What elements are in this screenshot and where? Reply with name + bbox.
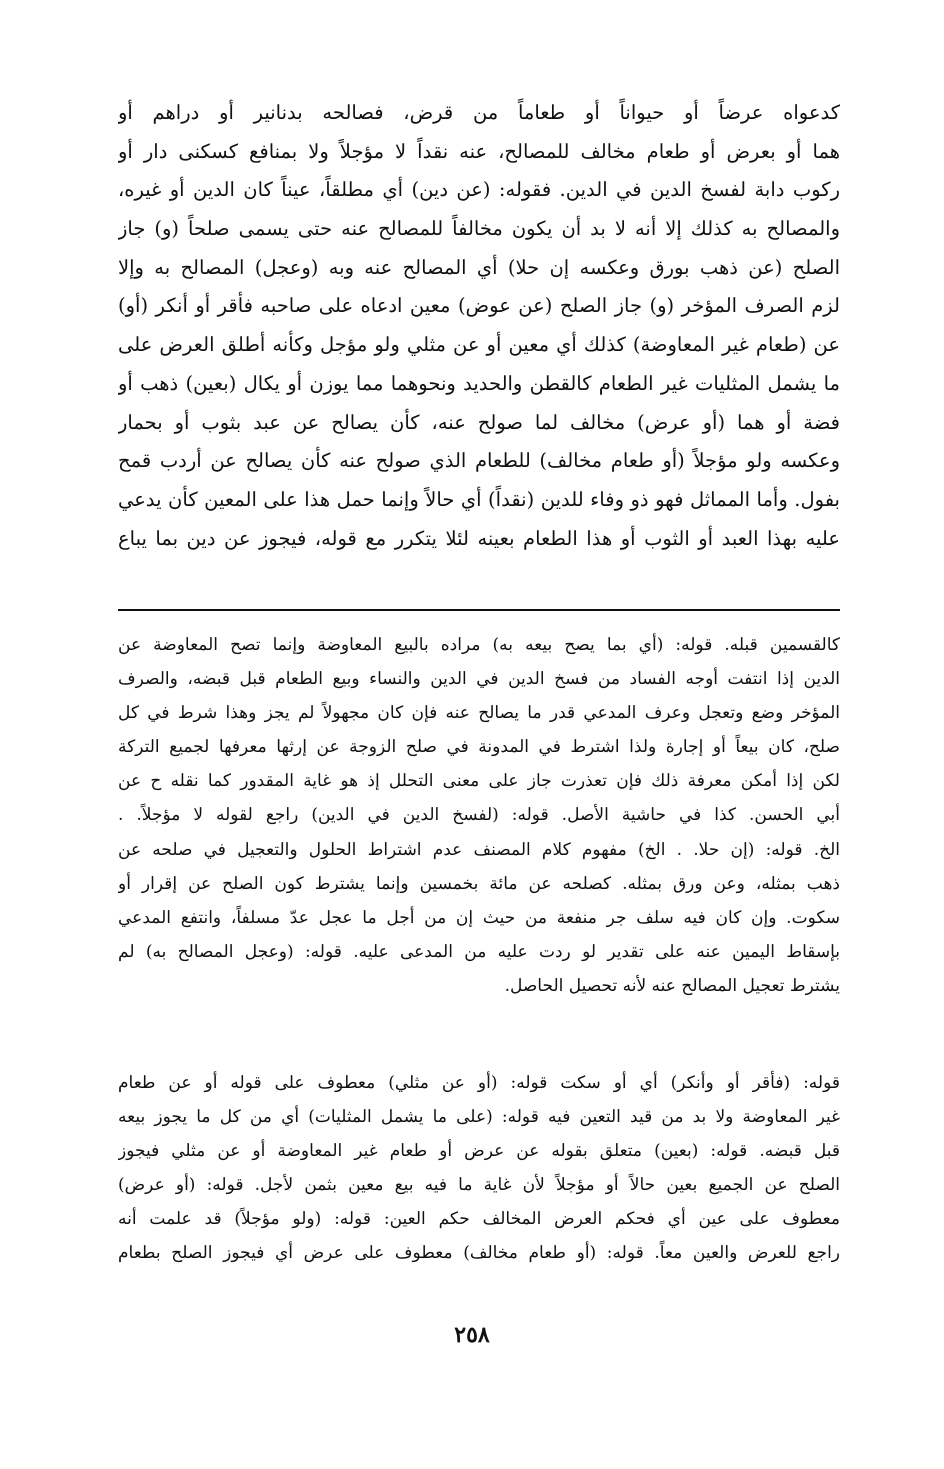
footnote-line: صلح، كان بيعاً أو إجارة ولذا اشترط في المدونة في صلح الزوجة عن إرثها معرفها لجميع التركة [118, 737, 840, 758]
footnote-line: قوله: (فأقر أو وأنكر) أي أو سكت قوله: (أو عن مثلي) معطوف على قوله أو عن طعام [118, 1073, 840, 1093]
footnote-line: يشترط تعجيل المصالح عنه لأنه تحصيل الحاصل. [504, 975, 840, 996]
text-line: كدعواه عرضاً أو حيواناً أو طعاماً من قرض، فصالحه بدنانير أو دراهم أو [118, 101, 840, 124]
footnote-line: الصلح عن الجميع بعين حالاً أو مؤجلاً لأن غاية ما فيه بيع معين بثمن لأجل. قوله: (أو عرض) [118, 1175, 840, 1196]
footnote-line: بإسقاط اليمين عنه على تقدير لو ردت عليه من المدعى عليه. قوله: (وعجل المصالح به) لم [118, 941, 840, 962]
text-line: الصلح (عن ذهب بورق وعكسه إن حلا) أي المصالح عنه وبه (وعجل) المصالح به وإلا [118, 255, 840, 279]
text-line: عن (طعام غير المعاوضة) كذلك أي معين أو عن مثلي ولو مؤجل وكأنه أطلق العرض على [118, 333, 840, 357]
footnote-line: ذهب بمثله، وعن ورق بمثله. كصلحه عن مائة بخمسين وإنما يشترط كون الصلح عن إقرار أو [118, 873, 840, 894]
text-line: ما يشمل المثليات غير الطعام كالقطن والحديد ونحوهما مما يوزن أو يكال (بعين) ذهب أو [118, 371, 840, 395]
footnote-divider [118, 609, 840, 611]
text-line: عليه بهذا العبد أو الثوب أو هذا الطعام بعينه لئلا يتكرر مع قوله، فيجوز عن دين بما يباع [118, 526, 840, 550]
text-line: فضة أو هما (أو عرض) مخالف لما صولح عنه، كأن يصالح عن عبد بثوب أو بحمار [118, 410, 840, 434]
footnote-line: معطوف على عين أي فحكم العرض المخالف حكم العين: قوله: (ولو مؤجلاً) قد علمت أنه [118, 1209, 840, 1230]
page-number: ٢٥٨ [454, 1322, 490, 1348]
footnote-line: الخ. قوله: (إن حلا. . الخ) مفهوم كلام المصنف عدم اشتراط الحلول والتعجيل في صلحه عن [118, 839, 840, 860]
footnote-line: قبل قبضه. قوله: (بعين) متعلق بقوله عن عرض أو طعام غير المعاوضة أو عن مثلي فيجوز [118, 1141, 840, 1162]
footnote-line: سكوت. وإن كان فيه سلف جر منفعة من حيث إن من أجل ما عجل عدّ مسلفاً، وانتفع المدعي [118, 907, 840, 928]
footnote-line: الدين إذا انتفت أوجه الفساد من فسخ الدين في الدين والنساء وبيع الطعام قبل قبضه، والصرف [118, 669, 840, 690]
footnote-line: لكن إذا أمكن معرفة ذلك فإن تعذرت جاز على معنى التحلل إذ هو غاية المقدور كما نقله ح عن [118, 771, 840, 792]
footnotes-block-1 [118, 628, 840, 1003]
footnote-line: غير المعاوضة ولا بد من قيد التعين فيه قوله: (على ما يشمل المثليات) أي من كل ما يجوز بيعه [118, 1107, 840, 1128]
text-line: هما أو بعرض أو طعام مخالف للمصالح، عنه نقداً لا مؤجلاً ولا بمنافع كسكنى دار أو [118, 139, 840, 163]
footnote-line: أبي الحسن. كذا في حاشية الأصل. قوله: (لفسخ الدين في الدين) راجع لقوله لا مؤجلاً. . [118, 805, 840, 826]
text-line: وعكسه ولو مؤجلاً (أو طعام مخالف) للطعام الذي صولح عنه كأن يصالح عن أردب قمح [118, 449, 840, 473]
footnote-line: راجع للعرض والعين معاً. قوله: (أو طعام مخالف) معطوف على عرض أي فيجوز الصلح بطعام [118, 1243, 840, 1264]
text-line: والمصالح به كذلك إلا أنه لا بد أن يكون مخالفاً للمصالح عنه حتى يسمى صلحاً (و) جاز [118, 217, 840, 241]
main-text [118, 94, 840, 558]
footnote-line: كالقسمين قبله. قوله: (أي بما يصح بيعه به) مراده بالبيع المعاوضة وإنما تصح المعاوضة عن [118, 635, 840, 655]
text-line: لزم الصرف المؤخر (و) جاز الصلح (عن عوض) معين ادعاه على صاحبه فأقر أو أنكر (أو) [118, 294, 840, 318]
footnotes-block-2 [118, 1066, 840, 1271]
footnote-line: المؤخر وضع وتعجل وعرف المدعي قدر ما يصالح عنه فإن كان مجهولاً لم يجز وهذا شرط في كل [118, 703, 840, 724]
text-line: ركوب دابة لفسخ الدين في الدين. فقوله: (عن دين) أي مطلقاً، عيناً كان الدين أو غيره، [118, 178, 840, 202]
text-line: بفول. وأما المماثل فهو ذو وفاء للدين (نقداً) أي حالاً وإنما حمل هذا على المعين كأن يدعي [118, 487, 840, 511]
